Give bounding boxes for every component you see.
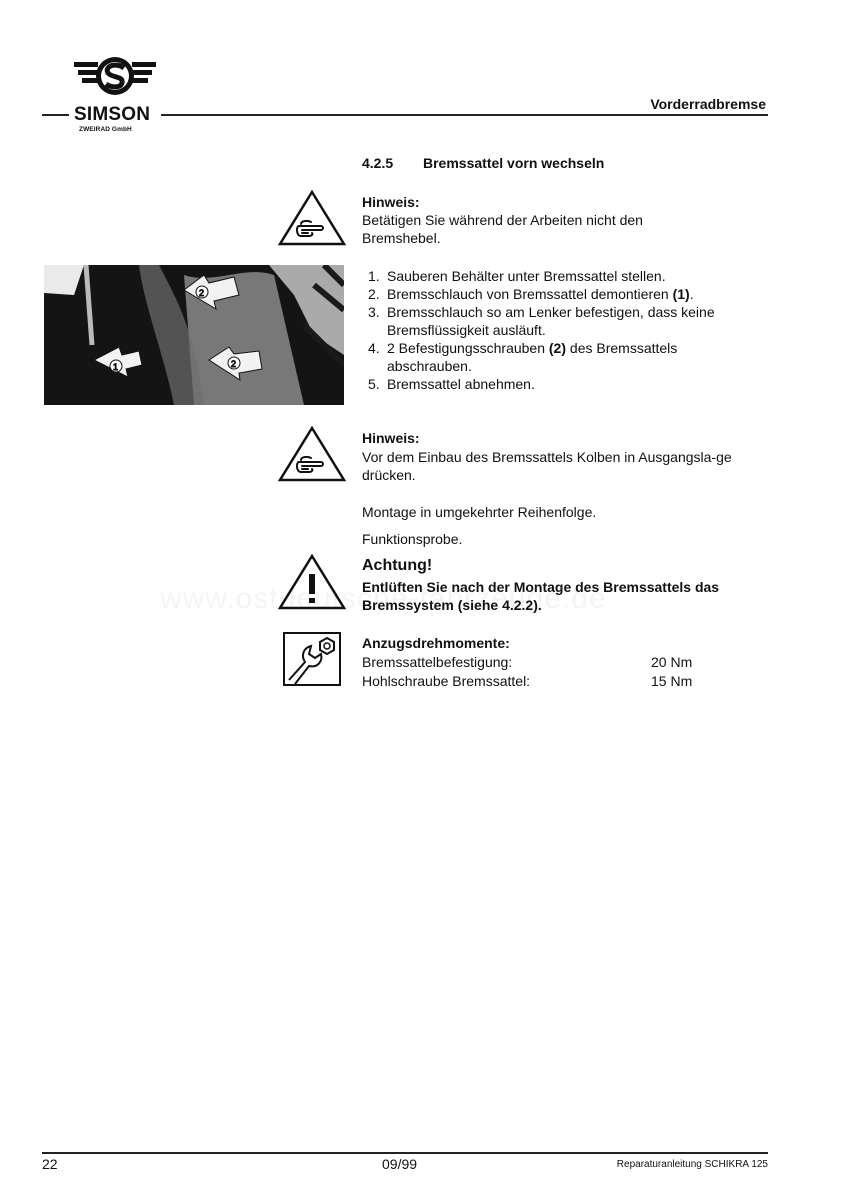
- manual-title: Reparaturanleitung SCHIKRA 125: [616, 1159, 768, 1170]
- pointing-hand-warning-icon: [277, 188, 347, 248]
- footer-date: 09/99: [382, 1156, 418, 1172]
- note2-text: Vor dem Einbau des Bremssattels Kolben in Ausgangsla-ge drücken.: [362, 449, 732, 483]
- warning-text: Entlüften Sie nach der Montage des Bremssattels das Bremssystem (siehe 4.2.2).: [362, 579, 720, 613]
- brand-subtitle: ZWEIRAD GmbH: [79, 126, 132, 133]
- section-title: Bremssattel vorn wechseln: [423, 155, 605, 171]
- header-rule-left: [42, 114, 69, 116]
- section-number: 4.2.5: [362, 155, 394, 171]
- torque-heading: Anzugsdrehmomente:: [362, 635, 510, 651]
- ref-1: (1): [672, 286, 690, 302]
- note1-heading: Hinweis:: [362, 194, 420, 210]
- page-number: 22: [42, 1156, 58, 1172]
- step-item: 5. Bremssattel abnehmen.: [368, 376, 535, 392]
- function-test-text: Funktionsprobe.: [362, 531, 463, 547]
- assembly-text: Montage in umgekehrter Reihenfolge.: [362, 504, 597, 520]
- note1-text: Betätigen Sie während der Arbeiten nicht den Bremshebel.: [362, 212, 643, 246]
- exclamation-warning-icon: [277, 552, 347, 612]
- brand-name: SIMSON: [74, 104, 151, 125]
- step-item: 1. Sauberen Behälter unter Bremssattel stellen.: [368, 268, 666, 284]
- wrench-nut-icon: [283, 632, 341, 686]
- brake-caliper-photo: [44, 265, 344, 405]
- step-item: 2. Bremsschlauch von Bremssattel demontieren (1).: [368, 286, 694, 302]
- step-item: 3. Bremsschlauch so am Lenker befestigen, dass keine Bremsflüssigkeit ausläuft.: [368, 304, 715, 338]
- svg-text:1: 1: [113, 362, 119, 372]
- procedure-steps: [362, 267, 762, 393]
- ref-2: (2): [548, 340, 567, 356]
- chapter-title: Vorderradbremse: [650, 96, 766, 112]
- footer-rule: [42, 1152, 768, 1154]
- pointing-hand-warning-icon: [277, 424, 347, 484]
- simson-logo: [72, 56, 158, 104]
- svg-text:2: 2: [199, 288, 205, 298]
- warning-heading: Achtung!: [362, 557, 433, 574]
- svg-text:2: 2: [231, 359, 237, 369]
- step-item: 4. 2 Befestigungsschrauben (2) des Bremssattels abschrauben.: [368, 340, 678, 374]
- header-rule-right: [161, 114, 768, 116]
- note2-heading: Hinweis:: [362, 430, 420, 446]
